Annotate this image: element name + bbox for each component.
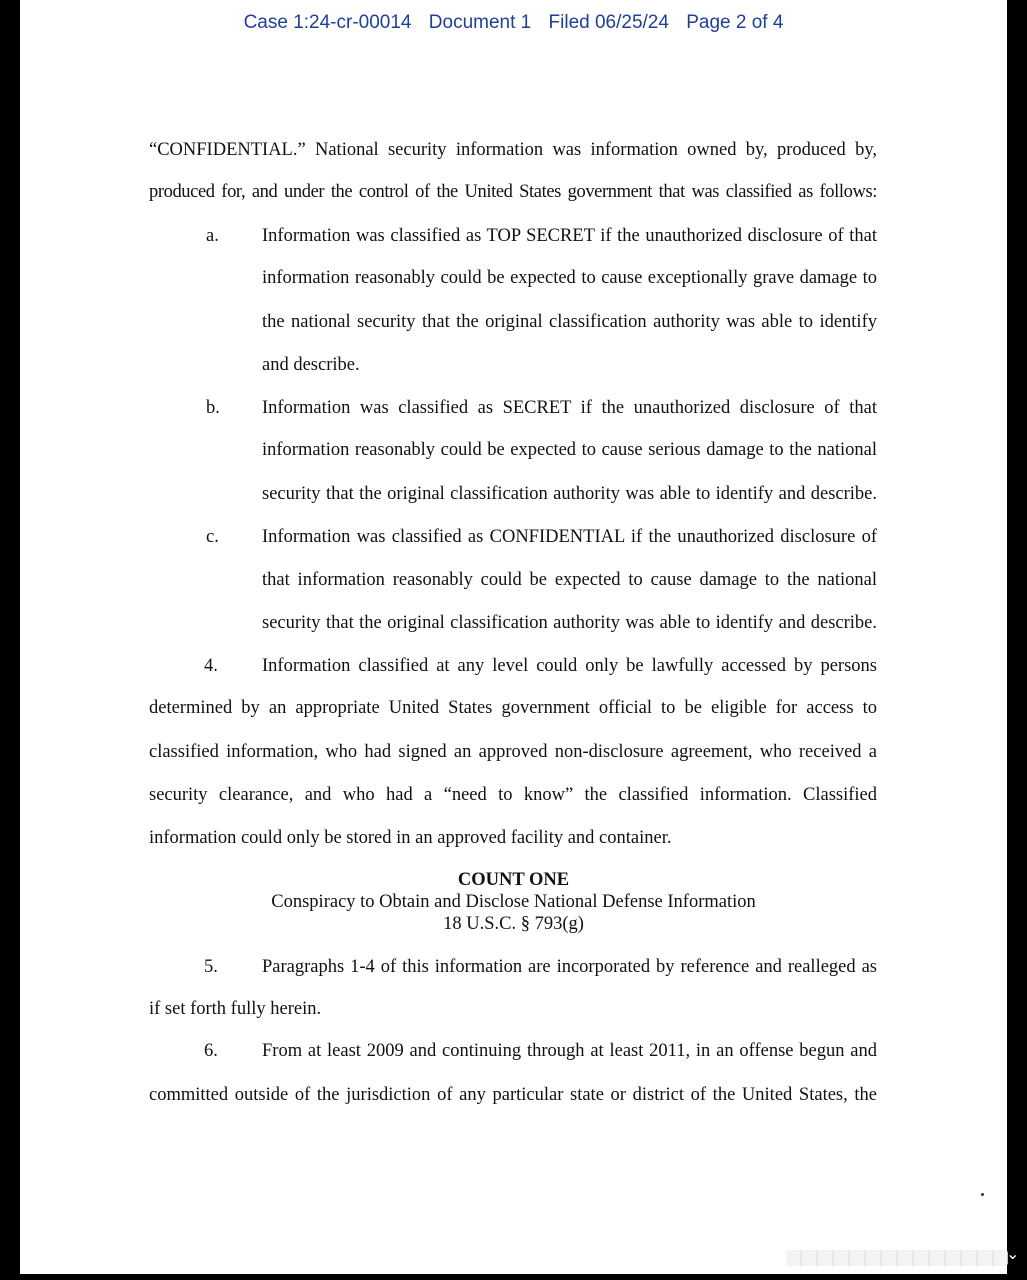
chevron-down-icon[interactable]: ⌄ xyxy=(1006,1244,1020,1263)
list-item-line: Information was classified as CONFIDENTIAL if the unauthorized disclosure of xyxy=(262,527,877,547)
paragraph-number: 5. xyxy=(204,957,218,977)
page-number: Page 2 of 4 xyxy=(686,12,784,33)
list-item-line: security that the original classification authority was able to identify and describe. xyxy=(262,484,877,504)
paragraph-line: Information classified at any level could only be lawfully accessed by persons xyxy=(262,656,877,676)
paragraph-number: 4. xyxy=(204,656,218,676)
paragraph-line: From at least 2009 and continuing through at least 2011, in an offense begun and xyxy=(262,1041,877,1061)
filed-date: Filed 06/25/24 xyxy=(548,12,669,33)
paragraph-line: classified information, who had signed an approved non-disclosure agreement, who received a xyxy=(149,742,877,762)
list-item-line: Information was classified as SECRET if the unauthorized disclosure of that xyxy=(262,398,877,418)
document-number: Document 1 xyxy=(428,12,532,33)
body-line: “CONFIDENTIAL.” National security information was information owned by, produced by, xyxy=(149,140,877,160)
list-item-line: information reasonably could be expected to cause exceptionally grave damage to xyxy=(262,268,877,288)
paragraph-line: if set forth fully herein. xyxy=(149,999,322,1019)
list-item-line: that information reasonably could be expected to cause damage to the national xyxy=(262,570,877,590)
count-statute: 18 U.S.C. § 793(g) xyxy=(443,914,584,934)
paragraph-line: committed outside of the jurisdiction of any particular state or district of the United States, the xyxy=(149,1085,877,1105)
paragraph-line: Paragraphs 1-4 of this information are incorporated by reference and realleged as xyxy=(262,957,877,977)
list-item-line: and describe. xyxy=(262,355,360,375)
list-item-line: information reasonably could be expected to cause serious damage to the national xyxy=(262,440,877,460)
ecf-header xyxy=(0,12,1027,34)
list-marker: c. xyxy=(206,527,219,547)
paragraph-line: information could only be stored in an approved facility and container. xyxy=(149,828,672,848)
list-marker: b. xyxy=(206,398,220,418)
count-subtitle: Conspiracy to Obtain and Disclose National Defense Information xyxy=(271,892,756,912)
paragraph-line: determined by an appropriate United States government official to be eligible for access to xyxy=(149,698,877,718)
case-number: Case 1:24-cr-00014 xyxy=(243,12,412,33)
list-marker: a. xyxy=(206,226,219,246)
paragraph-number: 6. xyxy=(204,1041,218,1061)
body-line: produced for, and under the control of the United States government that was classified as follows: xyxy=(149,182,877,202)
list-item-line: Information was classified as TOP SECRET if the unauthorized disclosure of that xyxy=(262,226,877,246)
horizontal-scrollbar[interactable] xyxy=(786,1250,1008,1266)
stray-mark xyxy=(981,1193,984,1196)
list-item-line: the national security that the original classification authority was able to identify xyxy=(262,312,877,332)
list-item-line: security that the original classification authority was able to identify and describe. xyxy=(262,613,877,633)
count-title: COUNT ONE xyxy=(457,870,570,890)
paragraph-line: security clearance, and who had a “need to know” the classified information. Classified xyxy=(149,785,877,805)
